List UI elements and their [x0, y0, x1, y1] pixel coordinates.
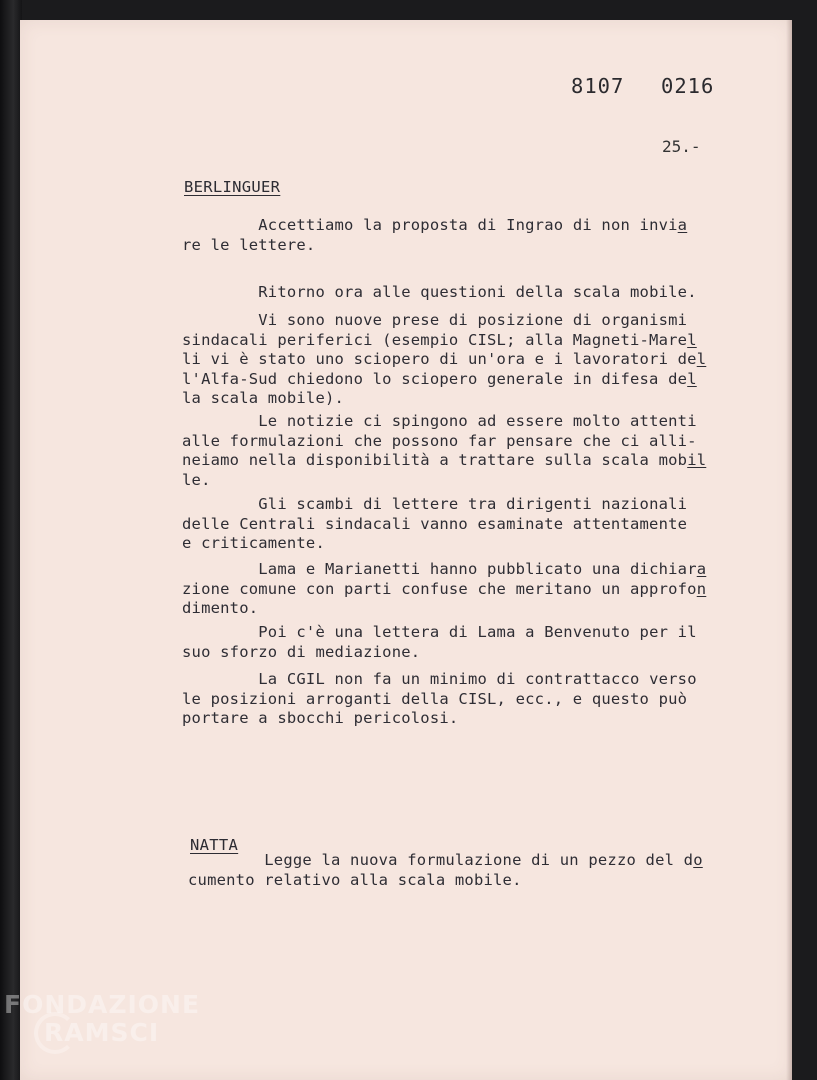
page-number: 25.-: [662, 137, 701, 156]
paragraph: Ritorno ora alle questioni della scala mobile.: [258, 283, 697, 301]
speaker-berlinguer: BERLINGUER: [184, 178, 281, 196]
document-page: [20, 20, 792, 1080]
binder-spine: [0, 0, 22, 1080]
document-number-1: 8107: [571, 74, 625, 98]
paragraph: Le notizie ci spingono ad essere molto attenti alle formulazioni che possono far pensare che ci alli- neiamo nella disponibilità a trattare sulla scala mobil le.: [182, 412, 707, 489]
document-number-2: 0216: [661, 74, 715, 98]
paragraph: Vi sono nuove prese di posizione di organismi sindacali periferici (esempio CISL; alla Magneti-Marel li vi è stato uno sciopero di un'ora e i lavoratori del l'Alfa-Sud chiedono lo sciopero generale in difesa del la scala mobile).: [182, 311, 707, 407]
paragraph: La CGIL non fa un minimo di contrattacco verso le posizioni arroganti della CISL, ecc., e questo può portare a sbocchi pericolosi.: [182, 670, 697, 727]
watermark-line-1: FONDAZIONE: [4, 990, 201, 1019]
paragraph: Lama e Marianetti hanno pubblicato una dichiara zione comune con parti confuse che meritano un approfon dimento.: [182, 560, 707, 617]
paragraph: Legge la nuova formulazione di un pezzo del do cumento relativo alla scala mobile.: [188, 851, 703, 889]
watermark-line-2: RAMSCI: [44, 1018, 160, 1047]
paragraph: Poi c'è una lettera di Lama a Benvenuto per il suo sforzo di mediazione.: [182, 623, 697, 661]
speaker-natta: NATTA: [190, 836, 239, 854]
paragraph: Accettiamo la proposta di Ingrao di non invia re le lettere.: [182, 216, 688, 254]
paragraph: Gli scambi di lettere tra dirigenti nazionali delle Centrali sindacali vanno esaminate attentamente e criticamente.: [182, 495, 688, 552]
